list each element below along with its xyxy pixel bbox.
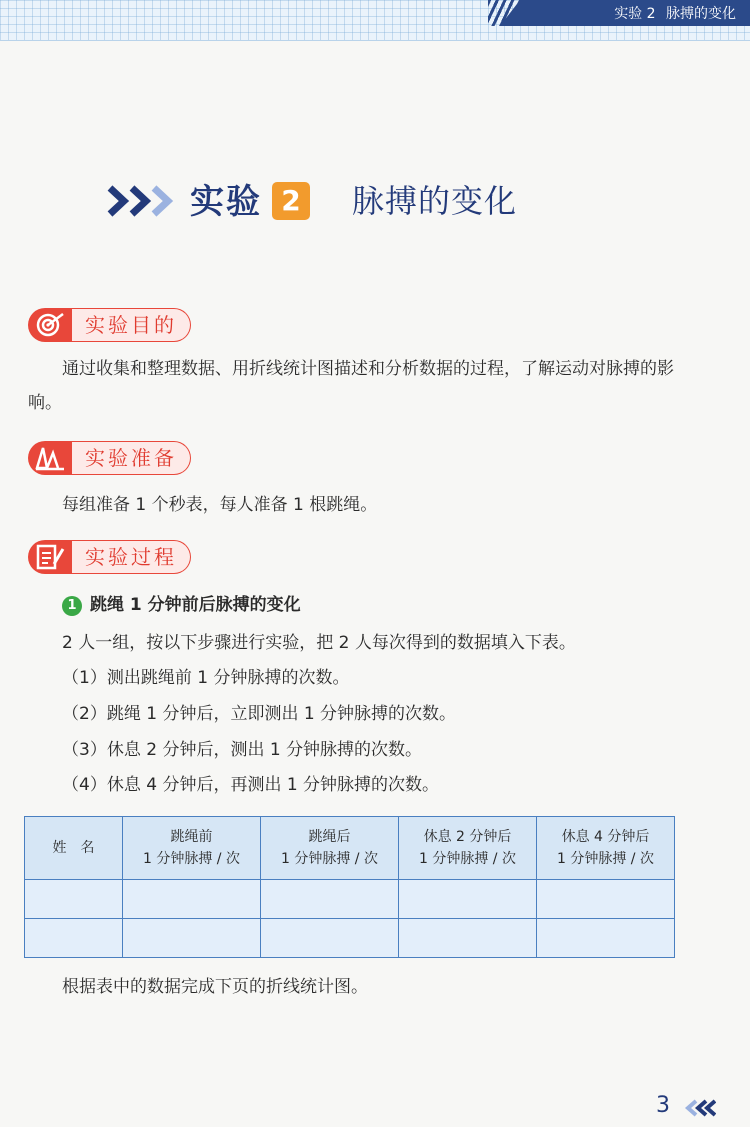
- running-header: [608, 3, 736, 23]
- table-cell[interactable]: [261, 919, 399, 958]
- header-before-jump: 跳绳前 1 分钟脉搏 / 次: [123, 817, 261, 880]
- double-chevron-left-icon: [684, 1099, 716, 1117]
- step-1-item: （4）休息 4 分钟后，再测出 1 分钟脉搏的次数。: [62, 775, 440, 795]
- step-1-heading: [62, 590, 301, 616]
- title-number-badge: 2: [272, 182, 310, 220]
- section-badge-process: [28, 540, 192, 574]
- table-cell[interactable]: [261, 880, 399, 919]
- table-cell[interactable]: [25, 880, 123, 919]
- pulse-data-table: [24, 816, 675, 958]
- step-1-intro: 2 人一组，按以下步骤进行实验，把 2 人每次得到的数据填入下表。: [62, 633, 576, 653]
- section-label-process: 实验过程: [72, 540, 191, 574]
- after-table-text: 根据表中的数据完成下页的折线统计图。: [62, 977, 368, 997]
- table-cell[interactable]: [399, 919, 537, 958]
- step-1-item: （3）休息 2 分钟后，测出 1 分钟脉搏的次数。: [62, 740, 423, 760]
- section-badge-purpose: [28, 308, 192, 342]
- target-icon: [34, 312, 66, 338]
- triple-chevron-right-icon: [106, 184, 178, 218]
- header-name: 姓 名: [25, 817, 123, 880]
- header-after-jump: 跳绳后 1 分钟脉搏 / 次: [261, 817, 399, 880]
- table-row: [25, 880, 675, 919]
- step-number-badge: 1: [62, 596, 82, 616]
- table-cell[interactable]: [25, 919, 123, 958]
- section-label-purpose: 实验目的: [72, 308, 191, 342]
- tools-icon: [34, 445, 66, 471]
- table-cell[interactable]: [537, 919, 675, 958]
- step-1-item: （1）测出跳绳前 1 分钟脉搏的次数。: [62, 668, 350, 688]
- table-cell[interactable]: [123, 880, 261, 919]
- step-1-item: （2）跳绳 1 分钟后，立即测出 1 分钟脉搏的次数。: [62, 704, 457, 724]
- table-cell[interactable]: [537, 880, 675, 919]
- step-1-title: 跳绳 1 分钟前后脉搏的变化: [90, 595, 301, 615]
- section-label-preparation: 实验准备: [72, 441, 191, 475]
- table-row: [25, 919, 675, 958]
- title-subject: 脉搏的变化: [352, 182, 518, 220]
- header-chapter-title: 脉搏的变化: [666, 6, 736, 22]
- notepad-icon: [34, 544, 66, 570]
- table-header-row: [25, 817, 675, 880]
- purpose-text: 通过收集和整理数据、用折线统计图描述和分析数据的过程，了解运动对脉搏的影响。: [28, 359, 674, 413]
- header-rest-2min: 休息 2 分钟后 1 分钟脉搏 / 次: [399, 817, 537, 880]
- table-cell[interactable]: [399, 880, 537, 919]
- table-cell[interactable]: [123, 919, 261, 958]
- preparation-text: 每组准备 1 个秒表，每人准备 1 根跳绳。: [62, 495, 378, 515]
- header-experiment-label: 实验 2: [614, 6, 656, 22]
- page-number: 3: [656, 1093, 670, 1118]
- title-prefix: 实验: [190, 182, 262, 222]
- header-rest-4min: 休息 4 分钟后 1 分钟脉搏 / 次: [537, 817, 675, 880]
- section-badge-preparation: [28, 441, 192, 475]
